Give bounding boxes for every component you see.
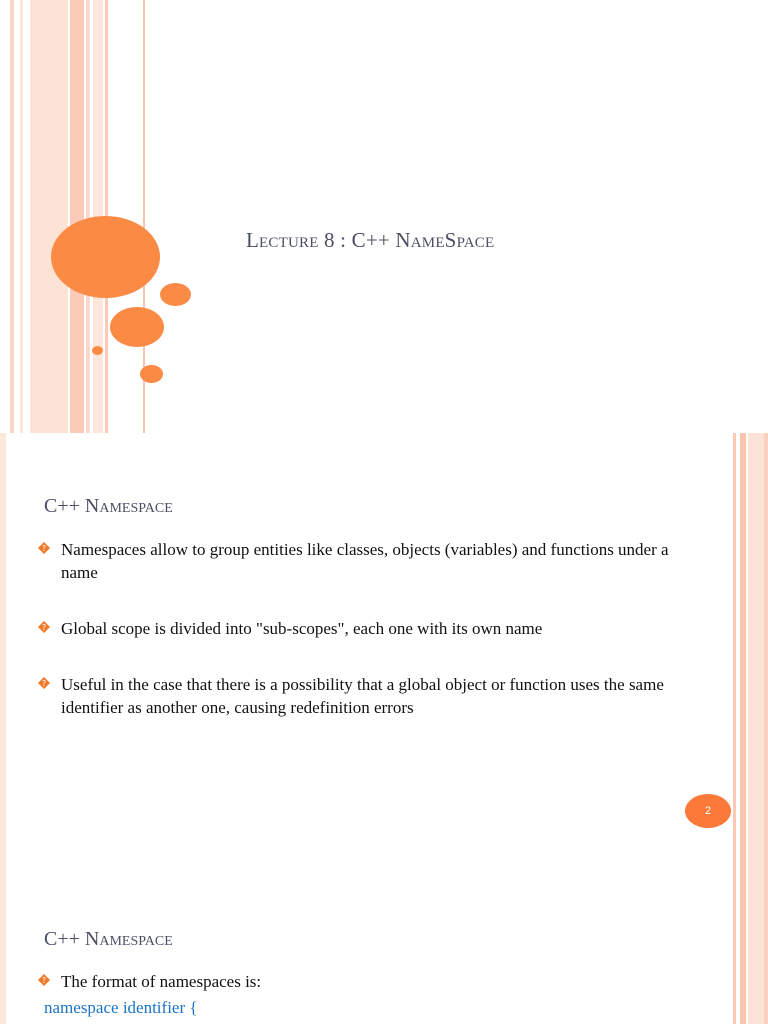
bullet-text: The format of namespaces is:: [61, 972, 262, 991]
content-slide: [0, 433, 768, 1024]
svg-text:?: ?: [41, 679, 47, 688]
code-line: namespace identifier {: [44, 998, 198, 1017]
section-heading: C++ Namespace: [44, 495, 173, 517]
bullet-text: Useful in the case that there is a possibility that a global object or function uses the same identifier as another one, causing redefinition errors: [61, 675, 664, 717]
bullet-icon: [38, 542, 50, 554]
bullet-icon: [38, 677, 50, 689]
bullet-icon: [38, 974, 50, 986]
svg-text:?: ?: [41, 544, 47, 553]
bullet-text: Global scope is divided into "sub-scopes", each one with its own name: [61, 619, 543, 638]
svg-text:?: ?: [41, 623, 47, 632]
bullet-item: [38, 970, 698, 993]
bullet-text: Namespaces allow to group entities like classes, objects (variables) and functions under a name: [61, 540, 669, 582]
bullet-item: [38, 617, 698, 640]
section-heading: C++ Namespace: [44, 928, 173, 950]
bullet-item: [38, 673, 698, 719]
page-number-badge: 2: [685, 794, 731, 828]
title-slide: [0, 0, 768, 433]
svg-text:?: ?: [41, 976, 47, 985]
bullet-icon: [38, 621, 50, 633]
slide-title: Lecture 8 : C++ NameSpace: [246, 228, 495, 252]
bullet-item: [38, 538, 698, 584]
